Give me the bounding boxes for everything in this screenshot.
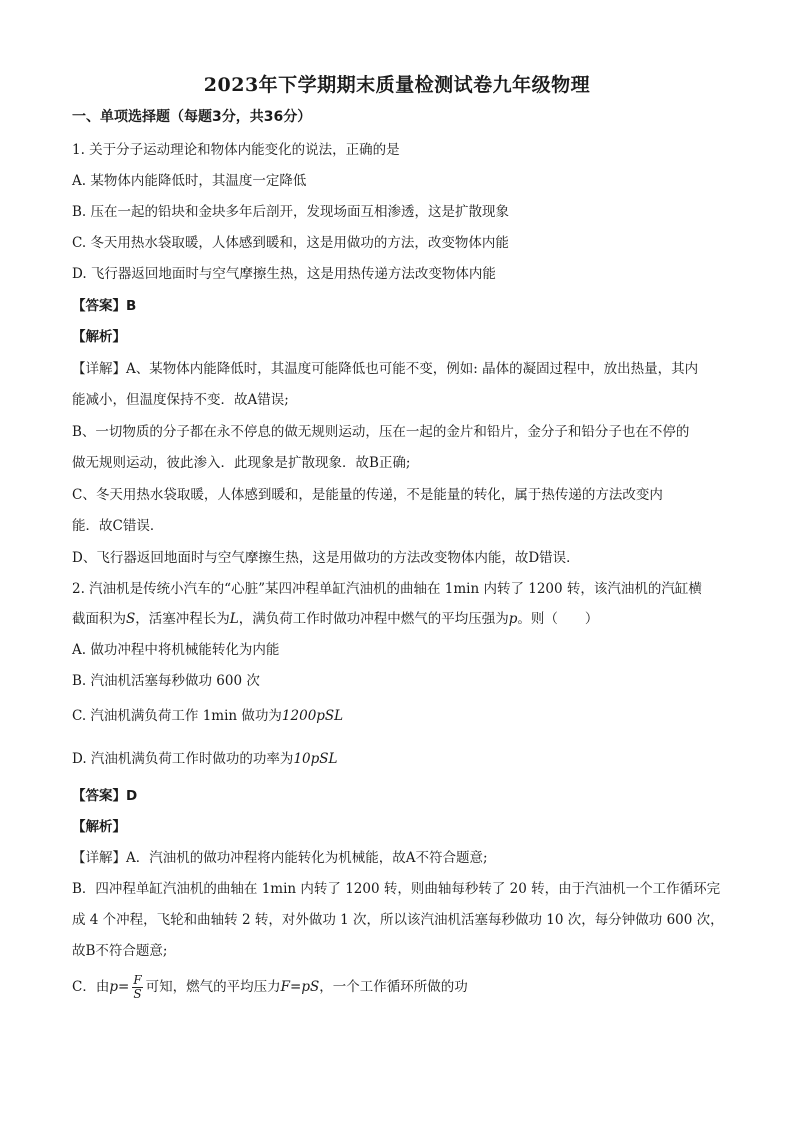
fraction-f-over-s: $\frac{F}{S}$ xyxy=(133,973,142,1001)
q1-option-d: D. 飞行器返回地面时与空气摩擦生热，这是用热传递方法改变物体内能 xyxy=(72,266,496,282)
q1-detail-line: 能减小，但温度保持不变．故A错误; xyxy=(72,392,289,408)
q2-option-d: D. 汽油机满负荷工作时做功的功率为10pSL xyxy=(72,751,338,767)
question-2-stem-cont: 截面积为S，活塞冲程长为L，满负荷工作时做功冲程中燃气的平均压强为p。则（ ） xyxy=(72,611,599,627)
q1-answer: 【答案】B xyxy=(72,298,137,314)
q1-detail-line: B、一切物质的分子都在永不停息的做无规则运动，压在一起的金片和铅片，金分子和铅分子也在不停的 xyxy=(72,424,690,440)
q2-answer: 【答案】D xyxy=(72,788,138,804)
var-l: L xyxy=(229,611,239,627)
q1-detail-line: 能．故C错误． xyxy=(72,518,164,534)
q1-detail-line: 做无规则运动，彼此渗入．此现象是扩散现象．故B正确; xyxy=(72,455,411,471)
q1-detail-line: D、飞行器返回地面时与空气摩擦生热，这是用做功的方法改变物体内能，故D错误． xyxy=(72,550,580,566)
question-2-stem: 2. 汽油机是传统小汽车的“心脏”某四冲程单缸汽油机的曲轴在 1min 内转了 1200 转，该汽油机的汽缸横 xyxy=(72,581,702,597)
formula: F=pS xyxy=(280,979,320,995)
q1-detail-line: 【详解】A、某物体内能降低时，其温度可能降低也可能不变，例如: 晶体的凝固过程中，放出热量，其内 xyxy=(72,361,699,377)
q2-detail-line: 【详解】A．汽油机的做功冲程将内能转化为机械能，故A不符合题意; xyxy=(72,850,488,866)
page-title: 2023年下学期期末质量检测试卷九年级物理 xyxy=(203,74,591,96)
var-p: p xyxy=(508,611,518,627)
q1-option-a: A. 某物体内能降低时，其温度一定降低 xyxy=(72,173,307,189)
math-expression: 10pSL xyxy=(293,751,338,767)
var-s: S xyxy=(126,611,136,627)
q2-detail-c-line: C．由p= $\frac{F}{S}$ 可知，燃气的平均压力F=pS，一个工作循环所做的功 xyxy=(72,973,468,1001)
q1-detail-line: C、冬天用热水袋取暖，人体感到暖和，是能量的传递，不是能量的转化，属于热传递的方法改变内 xyxy=(72,487,663,503)
q2-option-c: C. 汽油机满负荷工作 1min 做功为1200pSL xyxy=(72,708,344,724)
q2-detail-line: 成 4 个冲程，飞轮和曲轴转 2 转，对外做功 1 次，所以该汽油机活塞每秒做功 10 次，每分钟做功 600 次， xyxy=(72,912,724,928)
q2-detail-line: B．四冲程单缸汽油机的曲轴在 1min 内转了 1200 转，则曲轴每秒转了 20 转，由于汽油机一个工作循环完 xyxy=(72,881,721,897)
math-expression: 1200pSL xyxy=(281,708,344,724)
q2-option-b: B. 汽油机活塞每秒做功 600 次 xyxy=(72,673,260,689)
q2-analysis-label: 【解析】 xyxy=(72,819,126,835)
q2-option-a: A. 做功冲程中将机械能转化为内能 xyxy=(72,642,280,658)
q1-analysis-label: 【解析】 xyxy=(72,329,126,345)
section-heading: 一、单项选择题（每题3分，共36分） xyxy=(72,109,312,125)
q2-detail-line: 故B不符合题意; xyxy=(72,943,168,959)
q1-option-b: B. 压在一起的铅块和金块多年后剖开，发现场面互相渗透，这是扩散现象 xyxy=(72,204,510,220)
question-1-stem: 1. 关于分子运动理论和物体内能变化的说法，正确的是 xyxy=(72,142,400,158)
q1-option-c: C. 冬天用热水袋取暖，人体感到暖和，这是用做功的方法，改变物体内能 xyxy=(72,235,509,251)
